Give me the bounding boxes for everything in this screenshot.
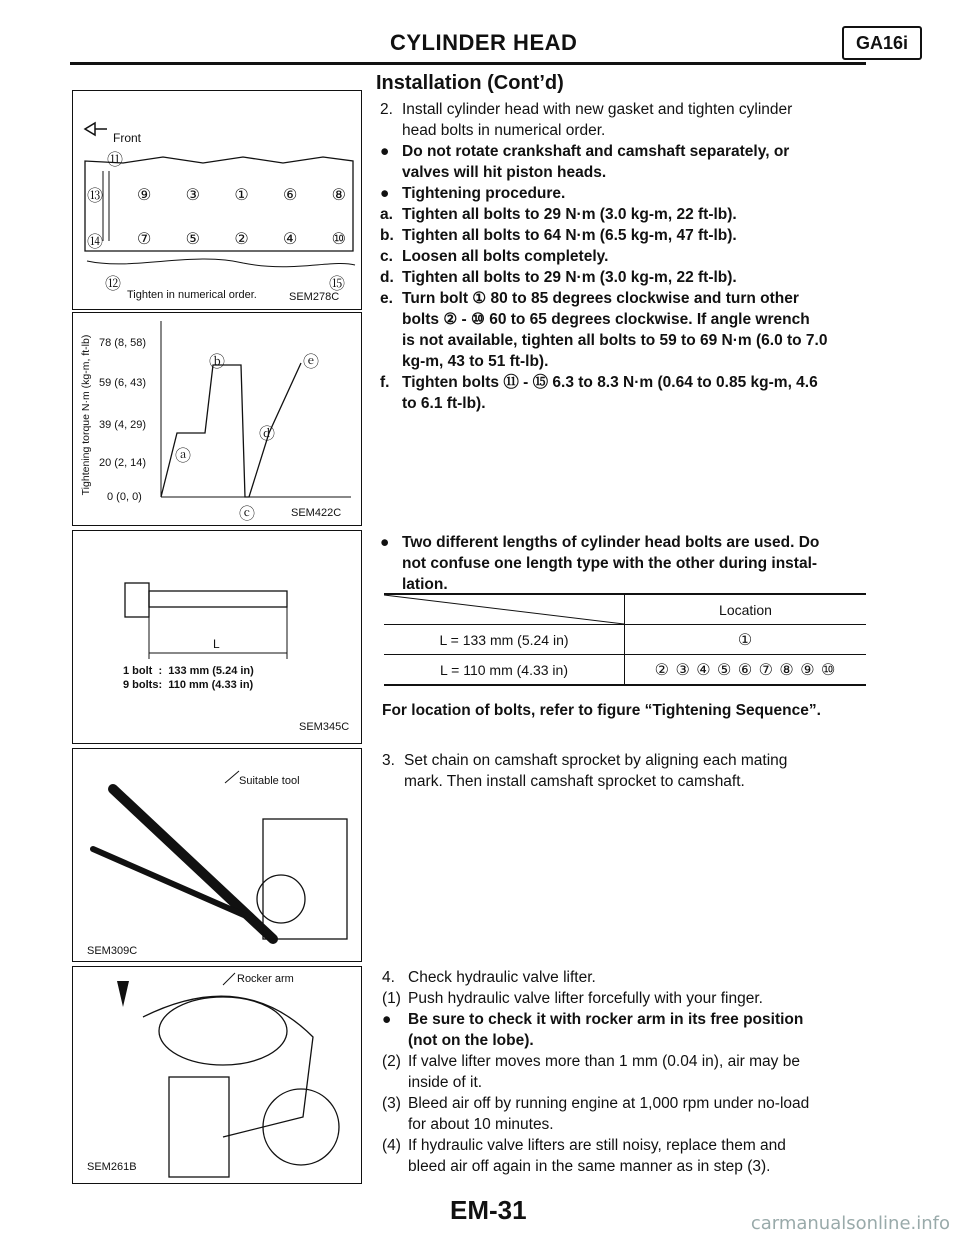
figure-caption: Tighten in numerical order.	[127, 289, 257, 301]
warning-text: Do not rotate crankshaft and camshaft separately, or	[402, 143, 790, 160]
point-a: ⓐ	[175, 448, 193, 465]
point-d: ⓓ	[259, 426, 277, 443]
note-text: Two different lengths of cylinder head bolts are used. Do	[402, 534, 820, 551]
substep-label: e.	[380, 290, 393, 307]
page-title: CYLINDER HEAD	[390, 30, 578, 55]
ytick-78: 78 (8, 58)	[99, 337, 147, 349]
substep-number: (3)	[382, 1095, 401, 1112]
wrench-illustration	[73, 749, 361, 961]
substep-text-cont: for about 10 minutes.	[408, 1116, 554, 1133]
substep-number: (1)	[382, 990, 401, 1007]
figure-torque-chart	[72, 312, 362, 526]
ytick-39: 39 (4, 29)	[99, 419, 147, 431]
bolt-row-upper	[137, 185, 347, 205]
front-label: Front	[113, 131, 142, 145]
ytick-59: 59 (6, 43)	[99, 377, 147, 389]
bolt-side-14: ⑭	[87, 234, 105, 251]
bolt-location-cell: ② ③ ④ ⑤ ⑥ ⑦ ⑧ ⑨ ⑩	[625, 655, 867, 685]
step-text: Check hydraulic valve lifter.	[408, 969, 596, 986]
figure-code: SEM422C	[291, 507, 342, 519]
dimension-label: L	[213, 637, 220, 651]
substep-text: Push hydraulic valve lifter forcefully with your finger.	[408, 990, 763, 1007]
watermark: carmanualsonline.info	[750, 1213, 950, 1234]
caution-text: Be sure to check it with rocker arm in its free position	[408, 1011, 804, 1028]
point-c: ⓒ	[239, 506, 257, 523]
substep-f-cont: to 6.1 ft-lb).	[402, 395, 486, 412]
substep-e-cont: is not available, tighten all bolts to 59 to 69 N·m (6.0 to 7.0	[402, 332, 828, 349]
step-text-cont: head bolts in numerical order.	[402, 122, 606, 139]
substep-text: If valve lifter moves more than 1 mm (0.04 in), air may be	[408, 1053, 800, 1070]
bolt-3: ③	[185, 187, 201, 204]
figure-code: SEM278C	[289, 291, 340, 303]
figure-tightening-sequence	[72, 90, 362, 310]
bolt-2: ②	[234, 231, 250, 248]
figure-suitable-tool	[72, 748, 362, 962]
bullet-icon: ●	[380, 185, 390, 202]
table-row	[384, 625, 866, 655]
bolt-location-table	[384, 593, 866, 686]
substep-text: Bleed air off by running engine at 1,000 rpm under no-load	[408, 1095, 810, 1112]
substep-number: (2)	[382, 1053, 401, 1070]
substep-e: Turn bolt ① 80 to 85 degrees clockwise and turn other	[402, 290, 799, 307]
ytick-20: 20 (2, 14)	[99, 457, 147, 469]
bolt-spec-line-1: 1 bolt : 133 mm (5.24 in)	[123, 665, 254, 677]
substep-label: d.	[380, 269, 394, 286]
substep-c: Loosen all bolts completely.	[402, 248, 609, 265]
engine-code-badge: GA16i	[842, 26, 922, 60]
bolt-top-11: ⑪	[107, 152, 125, 169]
note-text-cont: lation.	[402, 576, 448, 593]
header-rule	[70, 62, 866, 65]
bolt-row-lower	[137, 229, 347, 249]
bolt-1: ①	[234, 187, 250, 204]
bolt-bottom-12: ⑫	[105, 276, 123, 293]
bullet-icon: ●	[380, 143, 390, 160]
figure-code: SEM345C	[299, 721, 350, 733]
bolt-7: ⑦	[137, 231, 153, 248]
step-3	[382, 750, 872, 792]
bolt-location-reference: For location of bolts, refer to figure “Tightening Sequence”.	[382, 702, 821, 719]
step-4	[382, 967, 872, 1177]
table-header-location: Location	[625, 595, 867, 625]
warning-text-cont: valves will hit piston heads.	[402, 164, 607, 181]
bolt-10: ⑩	[331, 231, 347, 248]
torque-y-axis-label: Tightening torque N·m (kg-m, ft-lb)	[80, 334, 92, 496]
substep-label: a.	[380, 206, 393, 223]
bolt-side-13: ⑬	[87, 188, 105, 205]
note-text-cont: not confuse one length type with the other during instal-	[402, 555, 818, 572]
bolt-4: ④	[282, 231, 299, 248]
bolt-length-cell: L = 110 mm (4.33 in)	[439, 661, 568, 678]
substep-label: c.	[380, 248, 393, 265]
step-number: 4.	[382, 969, 395, 986]
substep-e-cont: bolts ② - ⑩ 60 to 65 degrees clockwise. If angle wrench	[402, 311, 810, 328]
bolt-8: ⑧	[331, 187, 347, 204]
bolt-6: ⑥	[282, 187, 299, 204]
point-b: ⓑ	[209, 354, 227, 371]
bolt-length-cell: L = 133 mm (5.24 in)	[384, 625, 625, 655]
substep-e-cont: kg-m, 43 to 51 ft-lb).	[402, 353, 549, 370]
caution-text-cont: (not on the lobe).	[408, 1032, 534, 1049]
section-title: Installation (Cont’d)	[376, 72, 564, 94]
substep-text: If hydraulic valve lifters are still noisy, replace them and	[408, 1137, 786, 1154]
substep-text-cont: bleed air off again in the same manner as in step (3).	[408, 1158, 771, 1175]
figure-code: SEM261B	[87, 1161, 137, 1173]
substep-label: f.	[380, 374, 390, 391]
table-corner-cell	[384, 595, 625, 625]
substep-d: Tighten all bolts to 29 N·m (3.0 kg-m, 22 ft-lb).	[402, 269, 737, 286]
substep-text-cont: inside of it.	[408, 1074, 483, 1091]
bolt-9: ⑨	[137, 187, 153, 204]
step-number: 3.	[382, 752, 395, 769]
step-text: Set chain on camshaft sprocket by aligning each mating	[404, 752, 788, 769]
point-e: ⓔ	[303, 354, 321, 371]
ytick-0: 0 (0, 0)	[107, 491, 142, 503]
bolt-5: ⑤	[185, 231, 201, 248]
step-2	[380, 99, 870, 414]
substep-a: Tighten all bolts to 29 N·m (3.0 kg-m, 22 ft-lb).	[402, 206, 737, 223]
bullet-icon: ●	[380, 534, 390, 551]
callout-suitable-tool: Suitable tool	[239, 775, 300, 787]
step-text: Install cylinder head with new gasket and tighten cylinder	[402, 101, 793, 118]
substep-label: b.	[380, 227, 394, 244]
substep-b: Tighten all bolts to 64 N·m (6.5 kg-m, 47 ft-lb).	[402, 227, 737, 244]
torque-curve	[73, 313, 361, 525]
table-row	[384, 655, 866, 685]
figure-rocker-arm	[72, 966, 362, 1184]
bullet-icon: ●	[382, 1011, 392, 1028]
substep-number: (4)	[382, 1137, 401, 1154]
rocker-illustration	[73, 967, 361, 1183]
figure-bolt-length	[72, 530, 362, 744]
procedure-heading: Tightening procedure.	[402, 185, 566, 202]
page-number: EM-31	[450, 1195, 527, 1225]
figure-code: SEM309C	[87, 945, 138, 957]
step-text-cont: mark. Then install camshaft sprocket to camshaft.	[404, 773, 745, 790]
callout-rocker-arm: Rocker arm	[237, 973, 294, 985]
bolt-length-note	[380, 532, 870, 595]
bolt-location-cell: ①	[625, 625, 867, 655]
step-number: 2.	[380, 101, 393, 118]
bolt-spec-line-2: 9 bolts: 110 mm (4.33 in)	[123, 679, 254, 691]
bolt-bottom-15: ⑮	[329, 276, 347, 293]
substep-f: Tighten bolts ⑪ - ⑮ 6.3 to 8.3 N·m (0.64 to 0.85 kg-m, 4.6	[402, 374, 818, 391]
